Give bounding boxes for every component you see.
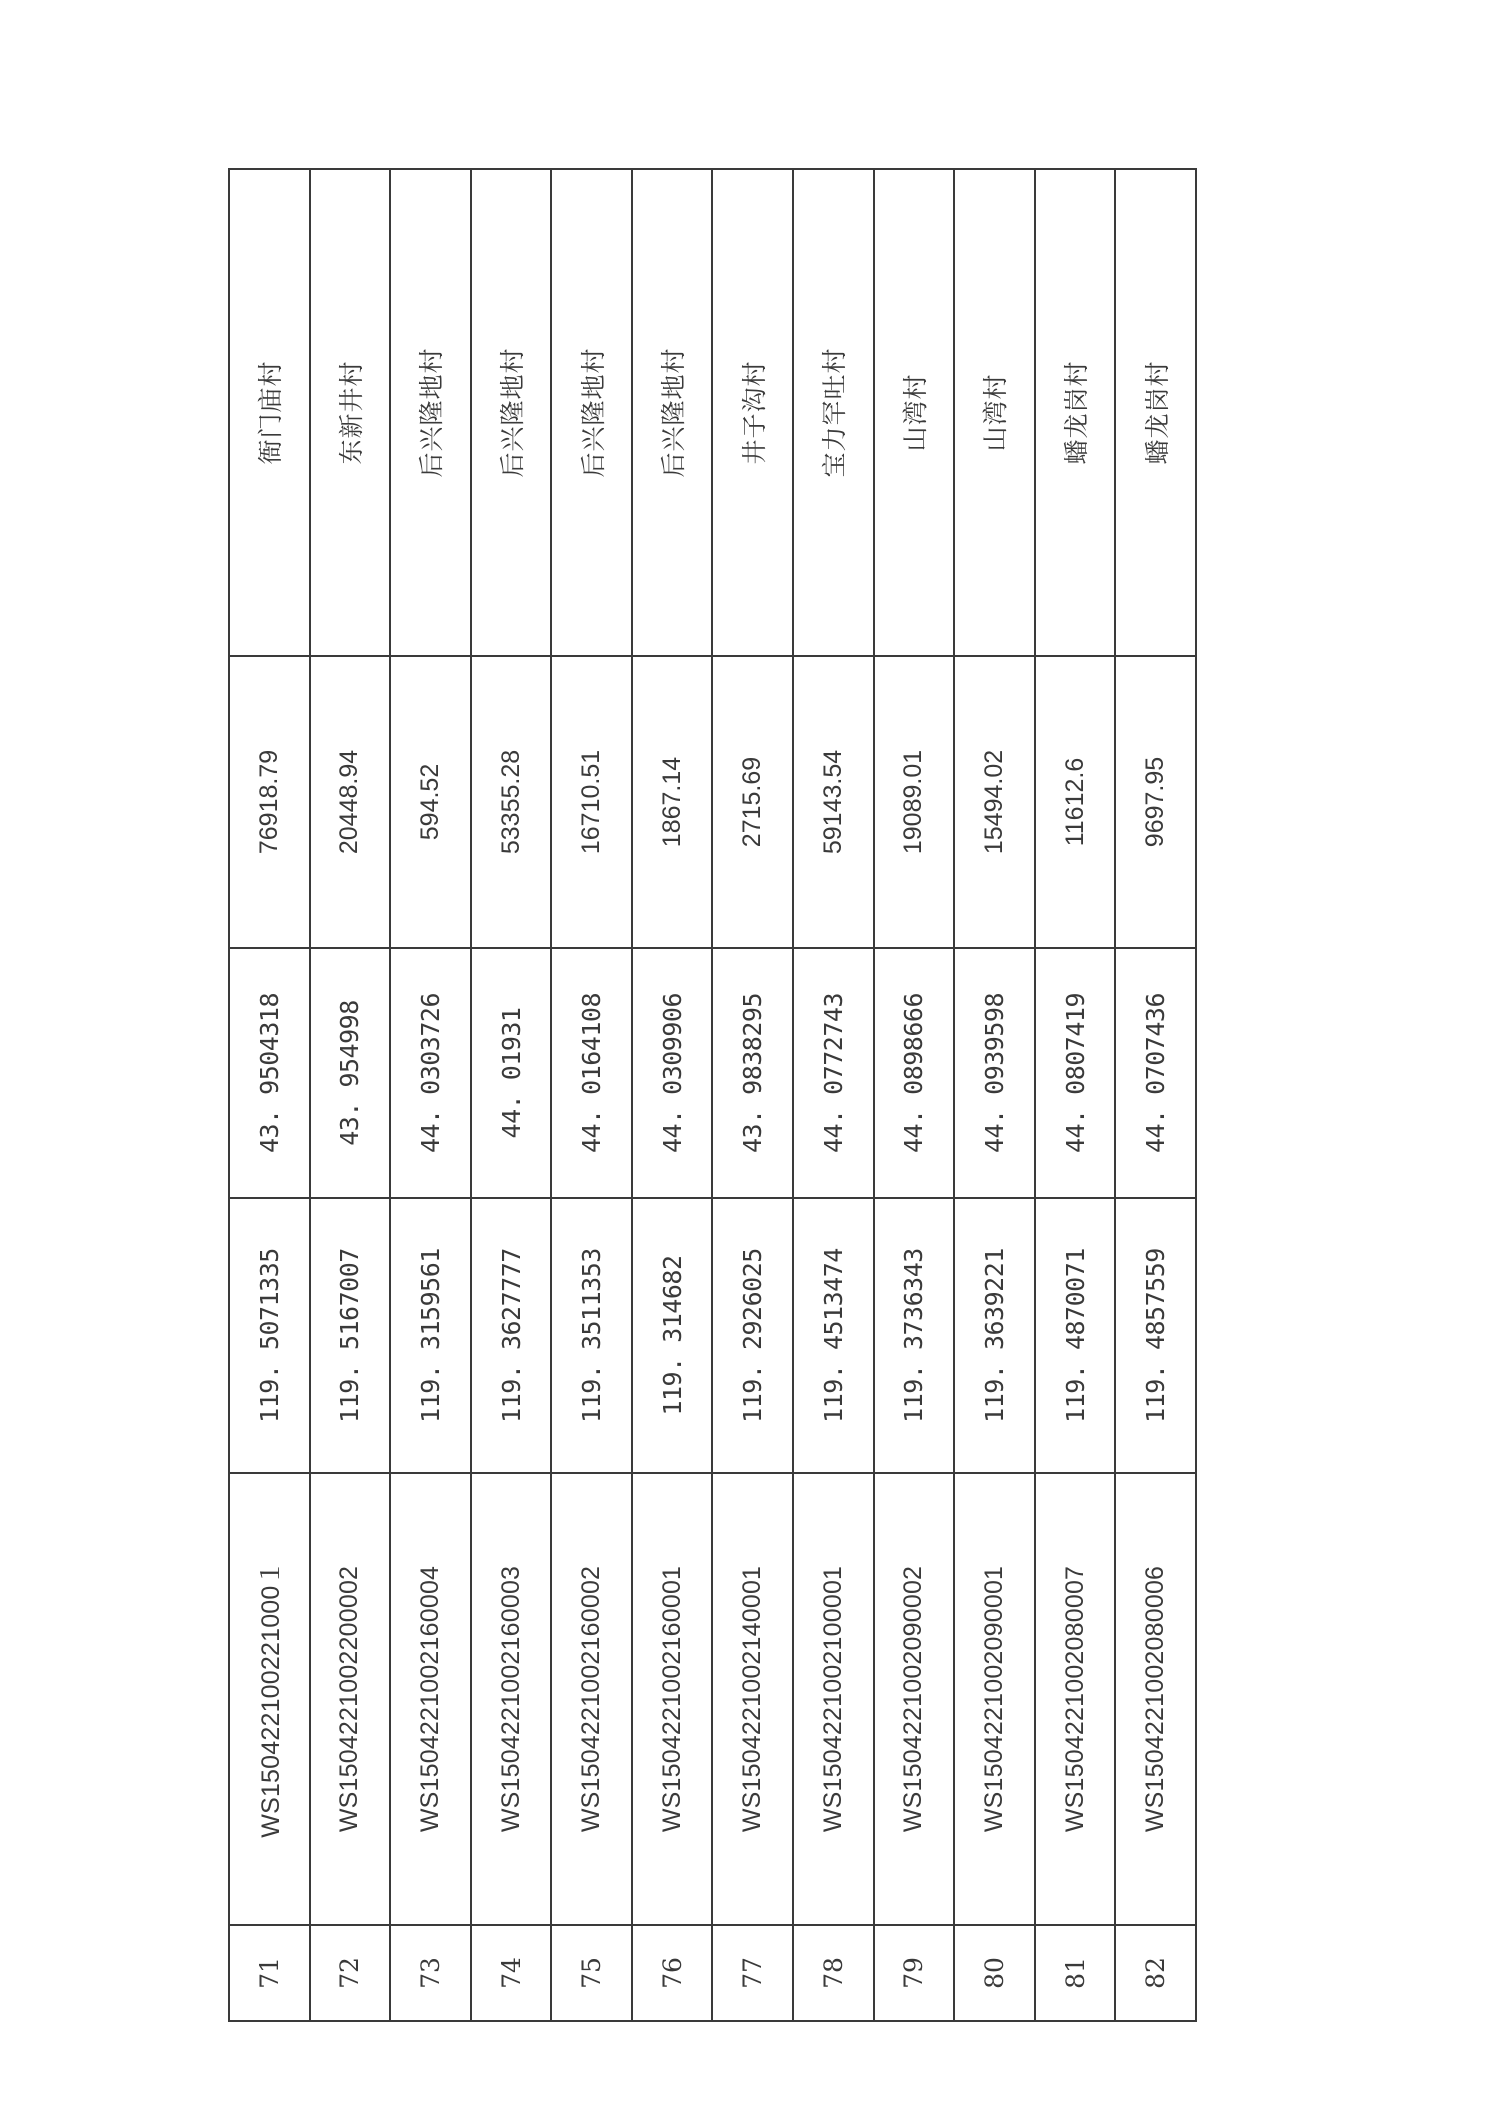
row-number: 81 xyxy=(1035,1925,1116,2021)
site-code: WS1504221002140001 xyxy=(712,1473,793,1925)
village-name: 后兴隆地村 xyxy=(471,169,552,656)
row-number: 76 xyxy=(632,1925,713,2021)
table-row xyxy=(632,169,713,2021)
longitude: 119. 5167007 xyxy=(310,1198,391,1473)
latitude: 44. 0807419 xyxy=(1035,948,1116,1198)
site-code: WS1504221002080006 xyxy=(1115,1473,1196,1925)
table-row xyxy=(793,169,874,2021)
latitude: 44. 0707436 xyxy=(1115,948,1196,1198)
longitude: 119. 4513474 xyxy=(793,1198,874,1473)
area-value: 76918.79 xyxy=(229,656,310,948)
row-number: 74 xyxy=(471,1925,552,2021)
latitude: 43. 954998 xyxy=(310,948,391,1198)
village-name: 后兴隆地村 xyxy=(390,169,471,656)
village-name: 山湾村 xyxy=(954,169,1035,656)
longitude: 119. 3159561 xyxy=(390,1198,471,1473)
site-code: WS1504221002160002 xyxy=(551,1473,632,1925)
site-code: WS1504221002200002 xyxy=(310,1473,391,1925)
longitude: 119. 314682 xyxy=(632,1198,713,1473)
latitude: 43. 9504318 xyxy=(229,948,310,1198)
longitude: 119. 4870071 xyxy=(1035,1198,1116,1473)
latitude: 43. 9838295 xyxy=(712,948,793,1198)
longitude: 119. 5071335 xyxy=(229,1198,310,1473)
village-name: 山湾村 xyxy=(874,169,955,656)
area-value: 2715.69 xyxy=(712,656,793,948)
site-code: WS1504221002160001 xyxy=(632,1473,713,1925)
village-name: 后兴隆地村 xyxy=(632,169,713,656)
row-number: 82 xyxy=(1115,1925,1196,2021)
latitude: 44. 0309906 xyxy=(632,948,713,1198)
area-value: 1867.14 xyxy=(632,656,713,948)
table-row xyxy=(551,169,632,2021)
longitude: 119. 3639221 xyxy=(954,1198,1035,1473)
village-name: 东新井村 xyxy=(310,169,391,656)
site-code: WS1504221002160004 xyxy=(390,1473,471,1925)
site-code: WS1504221002090001 xyxy=(954,1473,1035,1925)
area-value: 16710.51 xyxy=(551,656,632,948)
longitude: 119. 4857559 xyxy=(1115,1198,1196,1473)
table-row xyxy=(712,169,793,2021)
longitude: 119. 2926025 xyxy=(712,1198,793,1473)
village-name: 衙门庙村 xyxy=(229,169,310,656)
longitude: 119. 3511353 xyxy=(551,1198,632,1473)
latitude: 44. 0303726 xyxy=(390,948,471,1198)
registry-table xyxy=(228,168,1197,2022)
village-name: 蟠龙岗村 xyxy=(1115,169,1196,656)
site-code: WS1504221002100001 xyxy=(793,1473,874,1925)
row-number: 79 xyxy=(874,1925,955,2021)
area-value: 15494.02 xyxy=(954,656,1035,948)
table-row xyxy=(1115,169,1196,2021)
latitude: 44. 01931 xyxy=(471,948,552,1198)
area-value: 59143.54 xyxy=(793,656,874,948)
latitude: 44. 0772743 xyxy=(793,948,874,1198)
row-number: 80 xyxy=(954,1925,1035,2021)
village-name: 宝力罕吐村 xyxy=(793,169,874,656)
site-code: WS1504221002080007 xyxy=(1035,1473,1116,1925)
row-number: 77 xyxy=(712,1925,793,2021)
row-number: 75 xyxy=(551,1925,632,2021)
area-value: 11612.6 xyxy=(1035,656,1116,948)
village-name: 蟠龙岗村 xyxy=(1035,169,1116,656)
table-row xyxy=(1035,169,1116,2021)
village-name: 井子沟村 xyxy=(712,169,793,656)
latitude: 44. 0164108 xyxy=(551,948,632,1198)
longitude: 119. 3627777 xyxy=(471,1198,552,1473)
table-row xyxy=(471,169,552,2021)
row-number: 73 xyxy=(390,1925,471,2021)
area-value: 20448.94 xyxy=(310,656,391,948)
latitude: 44. 0939598 xyxy=(954,948,1035,1198)
area-value: 9697.95 xyxy=(1115,656,1196,948)
longitude: 119. 3736343 xyxy=(874,1198,955,1473)
latitude: 44. 0898666 xyxy=(874,948,955,1198)
area-value: 53355.28 xyxy=(471,656,552,948)
site-code: WS150422100221000１ xyxy=(229,1473,310,1925)
row-number: 72 xyxy=(310,1925,391,2021)
table-row xyxy=(874,169,955,2021)
area-value: 594.52 xyxy=(390,656,471,948)
row-number: 78 xyxy=(793,1925,874,2021)
table-row xyxy=(954,169,1035,2021)
table-row xyxy=(390,169,471,2021)
village-name: 后兴隆地村 xyxy=(551,169,632,656)
rotated-table-container xyxy=(228,170,1197,2022)
site-code: WS1504221002160003 xyxy=(471,1473,552,1925)
area-value: 19089.01 xyxy=(874,656,955,948)
row-number: 71 xyxy=(229,1925,310,2021)
site-code: WS1504221002090002 xyxy=(874,1473,955,1925)
table-row xyxy=(310,169,391,2021)
table-row xyxy=(229,169,310,2021)
